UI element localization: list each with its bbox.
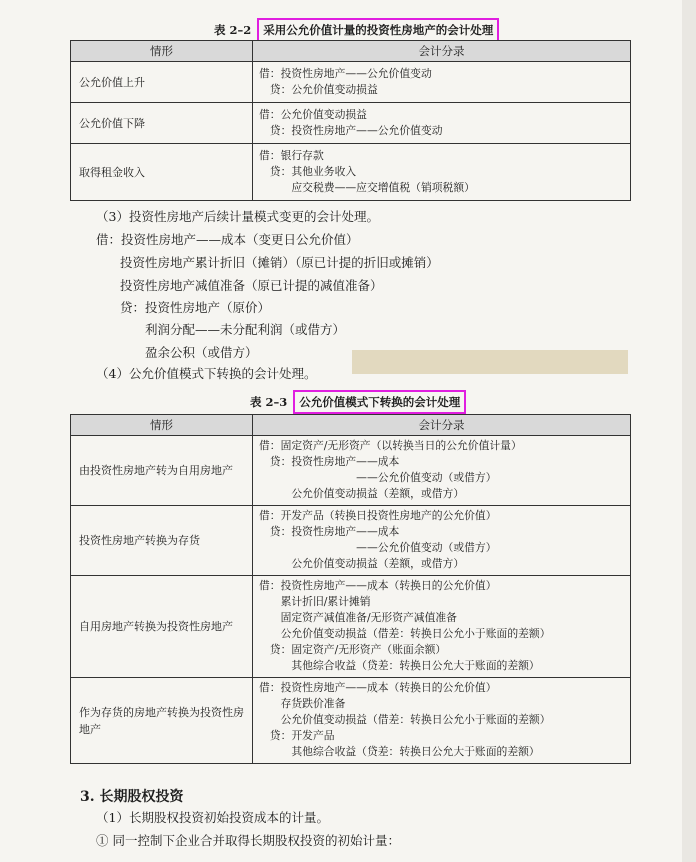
table-row [71, 144, 631, 201]
entry-line: 借：公允价值变动损益 [259, 107, 367, 121]
condition-cell [71, 576, 253, 678]
condition-text: 自用房地产转换为投资性房地产 [79, 620, 233, 633]
condition-cell [71, 678, 253, 764]
condition-cell: 公允价值上升 [71, 62, 253, 103]
table-caption [250, 390, 466, 414]
section-title: 3. 长期股权投资 [80, 789, 184, 805]
entry-line: 公允价值变动损益（借差：转换日公允小于账面的差额） [259, 713, 551, 726]
table-row [71, 103, 631, 144]
journal-line: 借：投资性房地产——成本（变更日公允价值） [96, 232, 359, 247]
entry-line: ——公允价值变动（或借方） [259, 541, 497, 554]
table-row [71, 678, 631, 764]
header-cell: 情形 [71, 415, 253, 436]
entry-line: 累计折旧/累计摊销 [259, 595, 371, 608]
header-cell: 情形 [71, 41, 253, 62]
entry-line: 贷：投资性房地产——成本 [259, 455, 400, 468]
header-cell: 会计分录 [253, 415, 631, 436]
entry-line: 贷：固定资产/无形资产（账面余额） [259, 643, 447, 656]
table-header-row [71, 415, 631, 436]
entry-line: 其他综合收益（贷差：转换日公允大于账面的差额） [259, 659, 540, 672]
condition-cell [71, 436, 253, 506]
entry-line: 贷：公允价值变动损益 [259, 82, 378, 96]
entry-line: 公允价值变动损益（借差：转换日公允小于账面的差额） [259, 627, 551, 640]
entry-cell [253, 678, 631, 764]
journal-line: 贷：投资性房地产（原价） [120, 300, 271, 315]
journal-line: 投资性房地产减值准备（原已计提的减值准备） [120, 278, 383, 293]
table-caption [214, 18, 499, 42]
header-cell: 会计分录 [253, 41, 631, 62]
condition-cell: 取得租金收入 [71, 144, 253, 201]
entry-line: 借：投资性房地产——公允价值变动 [259, 66, 432, 80]
section-heading: （4）公允价值模式下转换的会计处理。 [96, 366, 317, 381]
condition-text: 作为存货的房地产转换为投资性房 [79, 705, 244, 719]
table-row [71, 576, 631, 678]
entry-line: 贷：开发产品 [259, 729, 335, 742]
entry-line: 借：投资性房地产——成本（转换日的公允价值） [259, 681, 497, 694]
condition-cell: 公允价值下降 [71, 103, 253, 144]
page-edge-shadow [682, 0, 696, 862]
accounting-table-2-2 [70, 40, 631, 201]
journal-line: 盈余公积（或借方） [145, 345, 258, 360]
entry-line: 借：银行存款 [259, 148, 324, 162]
entry-line: 借：固定资产/无形资产（以转换当日的公允价值计量） [259, 439, 522, 452]
condition-text: 投资性房地产转换为存货 [79, 534, 200, 547]
condition-cell [71, 506, 253, 576]
entry-cell [253, 62, 631, 103]
table-title-highlighted: 公允价值模式下转换的会计处理 [293, 390, 466, 414]
paragraph: （1）长期股权投资初始投资成本的计量。 [96, 810, 329, 825]
entry-line: ——公允价值变动（或借方） [259, 471, 497, 484]
entry-line: 借：开发产品（转换日投资性房地产的公允价值） [259, 509, 497, 522]
table-row [71, 506, 631, 576]
entry-cell [253, 506, 631, 576]
table-number: 表 2–3 [250, 395, 288, 409]
table-header-row [71, 41, 631, 62]
journal-line: 利润分配——未分配利润（或借方） [145, 322, 346, 337]
entry-line: 公允价值变动损益（差额，或借方） [259, 487, 465, 500]
entry-cell [253, 103, 631, 144]
entry-line: 应交税费——应交增值税（销项税额） [259, 180, 475, 194]
journal-line: 投资性房地产累计折旧（摊销）（原已计提的折旧或摊销） [120, 255, 439, 270]
table-number: 表 2–2 [214, 23, 252, 37]
condition-text: 由投资性房地产转为自用房地产 [79, 464, 233, 477]
condition-text: 地产 [79, 722, 101, 736]
section-heading: （3）投资性房地产后续计量模式变更的会计处理。 [96, 209, 379, 224]
entry-line: 贷：投资性房地产——公允价值变动 [259, 123, 443, 137]
table-title-highlighted: 采用公允价值计量的投资性房地产的会计处理 [257, 18, 499, 42]
entry-cell [253, 576, 631, 678]
paragraph: ① 同一控制下企业合并取得长期股权投资的初始计量： [96, 833, 400, 848]
entry-line: 公允价值变动损益（差额，或借方） [259, 557, 465, 570]
scan-artifact [352, 350, 628, 374]
entry-line: 固定资产减值准备/无形资产减值准备 [259, 611, 457, 624]
accounting-table-2-3 [70, 414, 631, 764]
entry-line: 贷：其他业务收入 [259, 164, 357, 178]
entry-line: 其他综合收益（贷差：转换日公允大于账面的差额） [259, 745, 540, 758]
table-row [71, 436, 631, 506]
entry-cell [253, 144, 631, 201]
table-row [71, 62, 631, 103]
entry-line: 存货跌价准备 [259, 697, 346, 710]
entry-line: 贷：投资性房地产——成本 [259, 525, 400, 538]
entry-cell [253, 436, 631, 506]
entry-line: 借：投资性房地产——成本（转换日的公允价值） [259, 579, 497, 592]
